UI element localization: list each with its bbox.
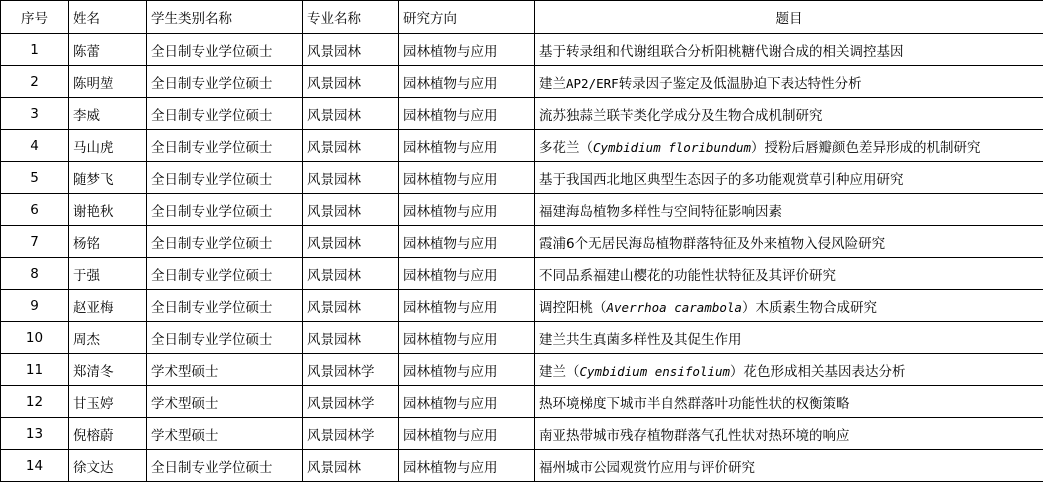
title-text: 南亚热带城市残存植物群落气孔性状对热环境的响应 xyxy=(539,427,850,444)
cell-direction[interactable]: 园林植物与应用 xyxy=(399,130,535,162)
cell-category[interactable]: 全日制专业学位硕士 xyxy=(147,162,303,194)
cell-name[interactable]: 徐文达 xyxy=(69,450,147,482)
cell-no[interactable]: 2 xyxy=(1,66,69,98)
cell-direction[interactable]: 园林植物与应用 xyxy=(399,162,535,194)
table-row xyxy=(1,386,1043,418)
cell-name[interactable]: 马山虎 xyxy=(69,130,147,162)
header-direction[interactable]: 研究方向 xyxy=(399,1,535,34)
title-text: ）花色形成相关基因表达分析 xyxy=(730,363,906,380)
cell-major[interactable]: 风景园林 xyxy=(303,98,399,130)
cell-category[interactable]: 全日制专业学位硕士 xyxy=(147,258,303,290)
cell-title[interactable] xyxy=(535,66,1043,98)
cell-name[interactable]: 郑清冬 xyxy=(69,354,147,386)
cell-name[interactable]: 杨铭 xyxy=(69,226,147,258)
header-title[interactable]: 题目 xyxy=(535,1,1043,34)
cell-direction[interactable]: 园林植物与应用 xyxy=(399,354,535,386)
cell-no[interactable]: 14 xyxy=(1,450,69,482)
cell-direction[interactable]: 园林植物与应用 xyxy=(399,450,535,482)
title-text: 建兰共生真菌多样性及其促生作用 xyxy=(539,331,742,348)
table-row xyxy=(1,450,1043,482)
title-scientific-name: Averrhoa carambola xyxy=(606,299,742,315)
cell-name[interactable]: 陈蕾 xyxy=(69,34,147,66)
cell-title[interactable] xyxy=(535,98,1043,130)
title-text: ）授粉后唇瓣颜色差异形成的机制研究 xyxy=(751,139,981,156)
table-row xyxy=(1,290,1043,322)
cell-no[interactable]: 7 xyxy=(1,226,69,258)
cell-name[interactable]: 倪榕蔚 xyxy=(69,418,147,450)
title-text: 基于转录组和代谢组联合分析阳桃糖代谢合成的相关调控基因 xyxy=(539,43,904,60)
cell-title[interactable] xyxy=(535,162,1043,194)
cell-no[interactable]: 3 xyxy=(1,98,69,130)
cell-direction[interactable]: 园林植物与应用 xyxy=(399,226,535,258)
cell-direction[interactable]: 园林植物与应用 xyxy=(399,386,535,418)
cell-category[interactable]: 全日制专业学位硕士 xyxy=(147,322,303,354)
cell-category[interactable]: 全日制专业学位硕士 xyxy=(147,290,303,322)
cell-title[interactable] xyxy=(535,226,1043,258)
cell-major[interactable]: 风景园林 xyxy=(303,258,399,290)
title-scientific-name: Cymbidium ensifolium xyxy=(579,363,731,379)
cell-direction[interactable]: 园林植物与应用 xyxy=(399,322,535,354)
cell-title[interactable] xyxy=(535,386,1043,418)
table-row xyxy=(1,226,1043,258)
cell-major[interactable]: 风景园林 xyxy=(303,322,399,354)
title-text: 转录因子鉴定及低温胁迫下表达特性分析 xyxy=(618,75,862,92)
cell-major[interactable]: 风景园林学 xyxy=(303,418,399,450)
table-row xyxy=(1,162,1043,194)
cell-title[interactable] xyxy=(535,450,1043,482)
cell-no[interactable]: 4 xyxy=(1,130,69,162)
cell-direction[interactable]: 园林植物与应用 xyxy=(399,98,535,130)
cell-category[interactable]: 学术型硕士 xyxy=(147,354,303,386)
cell-name[interactable]: 于强 xyxy=(69,258,147,290)
title-text: 建兰（ xyxy=(539,363,580,380)
cell-name[interactable]: 谢艳秋 xyxy=(69,194,147,226)
cell-name[interactable]: 周杰 xyxy=(69,322,147,354)
cell-category[interactable]: 全日制专业学位硕士 xyxy=(147,130,303,162)
title-text: 多花兰（ xyxy=(539,139,593,156)
cell-category[interactable]: 全日制专业学位硕士 xyxy=(147,194,303,226)
title-text: 不同品系福建山樱花的功能性状特征及其评价研究 xyxy=(539,267,836,284)
cell-name[interactable]: 陈明堃 xyxy=(69,66,147,98)
title-text: 福建海岛植物多样性与空间特征影响因素 xyxy=(539,203,782,220)
title-text: AP2/ERF xyxy=(566,75,619,91)
header-name[interactable]: 姓名 xyxy=(69,1,147,34)
table-row xyxy=(1,34,1043,66)
cell-category[interactable]: 全日制专业学位硕士 xyxy=(147,98,303,130)
cell-title[interactable] xyxy=(535,258,1043,290)
table-row xyxy=(1,418,1043,450)
table-row xyxy=(1,98,1043,130)
title-text: 霞浦6个无居民海岛植物群落特征及外来植物入侵风险研究 xyxy=(539,235,886,252)
title-text: 基于我国西北地区典型生态因子的多功能观赏草引种应用研究 xyxy=(539,171,904,188)
cell-direction[interactable]: 园林植物与应用 xyxy=(399,418,535,450)
table-row xyxy=(1,322,1043,354)
cell-name[interactable]: 随梦飞 xyxy=(69,162,147,194)
table-row xyxy=(1,354,1043,386)
cell-category[interactable]: 全日制专业学位硕士 xyxy=(147,226,303,258)
cell-title[interactable] xyxy=(535,322,1043,354)
header-row xyxy=(1,1,1043,34)
title-text: 建兰 xyxy=(539,75,566,92)
cell-direction[interactable]: 园林植物与应用 xyxy=(399,258,535,290)
title-text: 调控阳桃（ xyxy=(539,299,607,316)
cell-major[interactable]: 风景园林 xyxy=(303,194,399,226)
cell-major[interactable]: 风景园林 xyxy=(303,66,399,98)
cell-title[interactable] xyxy=(535,194,1043,226)
cell-direction[interactable]: 园林植物与应用 xyxy=(399,290,535,322)
cell-no[interactable]: 1 xyxy=(1,34,69,66)
table-body xyxy=(1,34,1043,482)
header-no[interactable]: 序号 xyxy=(1,1,69,34)
title-text: 流苏独蒜兰联苄类化学成分及生物合成机制研究 xyxy=(539,107,823,124)
cell-title[interactable] xyxy=(535,130,1043,162)
header-category[interactable]: 学生类别名称 xyxy=(147,1,303,34)
cell-title[interactable] xyxy=(535,290,1043,322)
table-row xyxy=(1,130,1043,162)
cell-major[interactable]: 风景园林学 xyxy=(303,354,399,386)
cell-name[interactable]: 甘玉婷 xyxy=(69,386,147,418)
cell-category[interactable]: 学术型硕士 xyxy=(147,386,303,418)
title-text: ）木质素生物合成研究 xyxy=(741,299,877,316)
cell-no[interactable]: 5 xyxy=(1,162,69,194)
cell-major[interactable]: 风景园林学 xyxy=(303,386,399,418)
cell-category[interactable]: 学术型硕士 xyxy=(147,418,303,450)
title-scientific-name: Cymbidium floribundum xyxy=(593,139,752,155)
cell-category[interactable]: 全日制专业学位硕士 xyxy=(147,66,303,98)
cell-direction[interactable]: 园林植物与应用 xyxy=(399,34,535,66)
title-text: 热环境梯度下城市半自然群落叶功能性状的权衡策略 xyxy=(539,395,850,412)
cell-title[interactable] xyxy=(535,418,1043,450)
cell-no[interactable]: 6 xyxy=(1,194,69,226)
cell-no[interactable]: 11 xyxy=(1,354,69,386)
cell-direction[interactable]: 园林植物与应用 xyxy=(399,66,535,98)
cell-no[interactable]: 12 xyxy=(1,386,69,418)
cell-category[interactable]: 全日制专业学位硕士 xyxy=(147,450,303,482)
cell-major[interactable]: 风景园林 xyxy=(303,226,399,258)
cell-direction[interactable]: 园林植物与应用 xyxy=(399,194,535,226)
cell-no[interactable]: 8 xyxy=(1,258,69,290)
cell-name[interactable]: 赵亚梅 xyxy=(69,290,147,322)
cell-category[interactable]: 全日制专业学位硕士 xyxy=(147,34,303,66)
cell-major[interactable]: 风景园林 xyxy=(303,450,399,482)
header-major[interactable]: 专业名称 xyxy=(303,1,399,34)
table-row xyxy=(1,258,1043,290)
cell-no[interactable]: 10 xyxy=(1,322,69,354)
cell-title[interactable] xyxy=(535,354,1043,386)
title-text: 福州城市公园观赏竹应用与评价研究 xyxy=(539,459,755,476)
table-row xyxy=(1,66,1043,98)
cell-name[interactable]: 李威 xyxy=(69,98,147,130)
cell-major[interactable]: 风景园林 xyxy=(303,290,399,322)
cell-major[interactable]: 风景园林 xyxy=(303,130,399,162)
cell-no[interactable]: 13 xyxy=(1,418,69,450)
cell-major[interactable]: 风景园林 xyxy=(303,34,399,66)
cell-no[interactable]: 9 xyxy=(1,290,69,322)
cell-major[interactable]: 风景园林 xyxy=(303,162,399,194)
cell-title[interactable] xyxy=(535,34,1043,66)
table-row xyxy=(1,194,1043,226)
